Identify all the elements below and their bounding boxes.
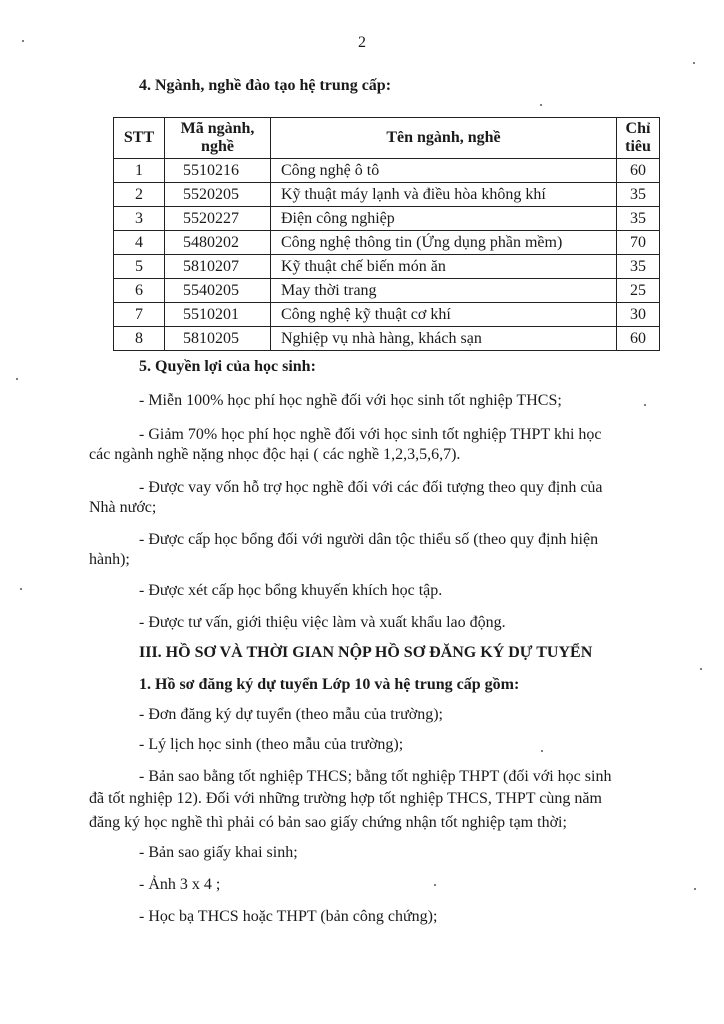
scan-speck <box>644 404 646 406</box>
cell-name: Công nghệ kỹ thuật cơ khí <box>271 303 617 327</box>
benefit-line: - Giảm 70% học phí học nghề đối với học sinh tốt nghiệp THPT khi học <box>139 426 602 443</box>
cell-code: 5480202 <box>165 231 271 255</box>
table-row <box>114 207 660 231</box>
cell-code: 5520227 <box>165 207 271 231</box>
cell-stt: 7 <box>114 303 165 327</box>
scan-speck <box>16 378 18 380</box>
cell-name: Công nghệ ô tô <box>271 159 617 183</box>
scan-speck <box>434 884 436 886</box>
dossier-line: đã tốt nghiệp 12). Đối với những trường hợp tốt nghiệp THCS, THPT cùng năm <box>89 790 602 807</box>
benefit-line: Nhà nước; <box>89 499 157 516</box>
cell-stt: 5 <box>114 255 165 279</box>
cell-quota: 25 <box>617 279 660 303</box>
scan-speck <box>693 62 695 64</box>
scan-speck <box>700 668 702 670</box>
table-row <box>114 279 660 303</box>
benefit-line: - Được xét cấp học bổng khuyến khích học tập. <box>139 582 443 599</box>
table-header-row <box>114 118 660 159</box>
page-number: 2 <box>358 34 366 51</box>
dossier-line: - Lý lịch học sinh (theo mẫu của trường); <box>139 736 404 753</box>
table-row <box>114 303 660 327</box>
cell-code: 5510216 <box>165 159 271 183</box>
scan-speck <box>22 40 24 42</box>
dossier-line: - Bản sao giấy khai sinh; <box>139 844 298 861</box>
section-4-title: 4. Ngành, nghề đào tạo hệ trung cấp: <box>139 77 392 94</box>
cell-code: 5810207 <box>165 255 271 279</box>
cell-stt: 4 <box>114 231 165 255</box>
benefit-line: - Miễn 100% học phí học nghề đối với học sinh tốt nghiệp THCS; <box>139 392 562 409</box>
cell-code: 5540205 <box>165 279 271 303</box>
cell-code: 5520205 <box>165 183 271 207</box>
cell-stt: 3 <box>114 207 165 231</box>
scan-speck <box>540 104 542 106</box>
header-code: Mã ngành, nghề <box>165 118 271 159</box>
cell-name: Kỹ thuật chế biến món ăn <box>271 255 617 279</box>
table-row <box>114 255 660 279</box>
cell-quota: 35 <box>617 255 660 279</box>
dossier-line: đăng ký học nghề thì phải có bản sao giấy chứng nhận tốt nghiệp tạm thời; <box>89 814 567 831</box>
cell-quota: 30 <box>617 303 660 327</box>
benefit-line: - Được vay vốn hỗ trợ học nghề đối với các đối tượng theo quy định của <box>139 479 603 496</box>
scan-speck <box>694 888 696 890</box>
benefit-line: - Được cấp học bổng đối với người dân tộc thiểu số (theo quy định hiện <box>139 531 599 548</box>
cell-name: Kỹ thuật máy lạnh và điều hòa không khí <box>271 183 617 207</box>
table-row <box>114 327 660 351</box>
benefit-line: hành); <box>89 551 130 568</box>
cell-name: Công nghệ thông tin (Ứng dụng phần mềm) <box>271 231 617 255</box>
cell-quota: 70 <box>617 231 660 255</box>
scan-speck <box>541 750 543 752</box>
section-iii-title: III. HỒ SƠ VÀ THỜI GIAN NỘP HỒ SƠ ĐĂNG KÝ DỰ TUYỂN <box>139 644 593 661</box>
header-stt: STT <box>114 118 165 159</box>
dossier-line: - Bản sao bằng tốt nghiệp THCS; bằng tốt nghiệp THPT (đối với học sinh <box>139 768 612 785</box>
cell-stt: 1 <box>114 159 165 183</box>
cell-quota: 60 <box>617 327 660 351</box>
cell-quota: 35 <box>617 207 660 231</box>
training-programs-table <box>113 117 660 351</box>
section-iii-subtitle: 1. Hồ sơ đăng ký dự tuyển Lớp 10 và hệ trung cấp gồm: <box>139 676 520 693</box>
cell-quota: 35 <box>617 183 660 207</box>
cell-code: 5510201 <box>165 303 271 327</box>
table-row <box>114 183 660 207</box>
dossier-line: - Ảnh 3 x 4 ; <box>139 876 221 893</box>
cell-stt: 2 <box>114 183 165 207</box>
cell-stt: 8 <box>114 327 165 351</box>
benefit-line: - Được tư vấn, giới thiệu việc làm và xuất khẩu lao động. <box>139 614 506 631</box>
scan-speck <box>20 588 22 590</box>
dossier-line: - Đơn đăng ký dự tuyển (theo mẫu của trường); <box>139 706 443 723</box>
cell-quota: 60 <box>617 159 660 183</box>
dossier-line: - Học bạ THCS hoặc THPT (bản công chứng); <box>139 908 438 925</box>
cell-name: Nghiệp vụ nhà hàng, khách sạn <box>271 327 617 351</box>
benefit-line: các ngành nghề nặng nhọc độc hại ( các nghề 1,2,3,5,6,7). <box>89 446 461 463</box>
header-name: Tên ngành, nghề <box>271 118 617 159</box>
cell-stt: 6 <box>114 279 165 303</box>
table-row <box>114 159 660 183</box>
table-row <box>114 231 660 255</box>
cell-name: Điện công nghiệp <box>271 207 617 231</box>
cell-name: May thời trang <box>271 279 617 303</box>
header-quota: Chỉ tiêu <box>617 118 660 159</box>
section-5-title: 5. Quyền lợi của học sinh: <box>139 358 316 375</box>
cell-code: 5810205 <box>165 327 271 351</box>
